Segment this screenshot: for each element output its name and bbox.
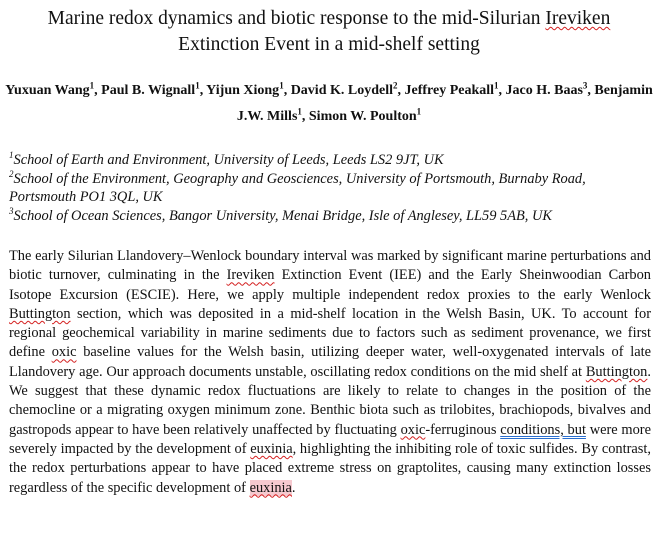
- grammar-flag[interactable]: conditions, but: [500, 421, 586, 438]
- author-name: David K. Loydell$^2$,: [290, 80, 405, 98]
- affiliation-item: $^2$School of the Environment, Geography and Geosciences, University of Portsmouth, Burnaby Road, Portsmouth PO1 3QL, UK: [9, 168, 586, 205]
- spellcheck-flag-highlighted[interactable]: euxinia: [249, 479, 292, 496]
- author-name: Paul B. Wignall$^1$,: [101, 80, 207, 98]
- spellcheck-flag[interactable]: oxic: [51, 344, 77, 361]
- author-name: Yuxuan Wang$^1$,: [5, 80, 102, 98]
- author-name: Benjamin J.W. Mills$^1$,: [236, 83, 653, 124]
- author-name: Simon W. Poulton$^1$: [308, 106, 422, 124]
- spellcheck-flag[interactable]: Ireviken: [545, 8, 611, 29]
- abstract-paragraph: The early Silurian Llandovery–Wenlock boundary interval was marked by significant marine perturbations and biotic turnover, culminating in the Ireviken Extinction Event (IEE) and the Early Sheinwoodian Carbon Isotope Excursion (ESCIE). Here, we apply multiple independent redox proxies to the early Wenlock Buttington section, which was deposited in a mid-shelf location in the Welsh Basin, UK. To account for regional geochemical variability in marine sediments due to factors such as sediment provenance, we first define oxic baseline values for the Welsh basin, utilizing deeper water, well-oxygenated intervals of late Llandovery age. Our approach documents unstable, oscillating redox conditions on the mid shelf at Buttington. We suggest that these dynamic redox fluctuations are likely to relate to changes in the position of the chemocline or a migrating oxygen minimum zone. Benthic biota such as trilobites, brachiopods, bivalves and gastropods appear to have been relatively unaffected by fluctuating oxic-ferruginous conditions, but were more severely impacted by the development of euxinia, highlighting the inhibiting role of toxic sulfides. By contrast, the redox perturbations appear to have placed extreme stress on graptolites, causing many extinction losses regardless of the specific development of euxinia.: [9, 248, 652, 496]
- affiliation-item: $^1$School of Earth and Environment, University of Leeds, Leeds LS2 9JT, UK: [9, 150, 444, 168]
- author-name: Jaco H. Baas$^3$,: [505, 80, 595, 98]
- author-list: [0, 78, 658, 130]
- spellcheck-flag[interactable]: Buttington: [585, 363, 648, 380]
- affiliation-item: $^3$School of Ocean Sciences, Bangor University, Menai Bridge, Isle of Anglesey, LL59 5AB, UK: [9, 205, 552, 224]
- title-line-1: Marine redox dynamics and biotic response to the mid-Silurian Ireviken: [47, 8, 611, 29]
- title-line-2: Extinction Event in a mid-shelf setting: [178, 34, 480, 55]
- spellcheck-flag[interactable]: Ireviken: [226, 267, 275, 284]
- affiliation-list: [9, 151, 654, 225]
- spellcheck-flag[interactable]: Buttington: [9, 305, 71, 322]
- spellcheck-flag[interactable]: euxinia: [250, 440, 293, 457]
- paper-title: [0, 6, 658, 58]
- author-name: Jeffrey Peakall$^1$,: [404, 80, 506, 98]
- author-name: Yijun Xiong$^1$,: [206, 80, 291, 98]
- spellcheck-flag[interactable]: oxic: [400, 421, 426, 438]
